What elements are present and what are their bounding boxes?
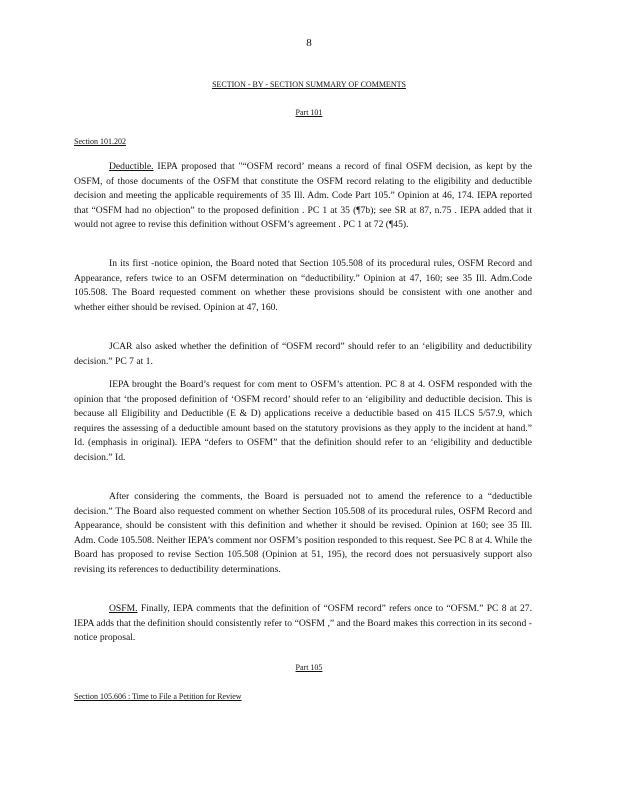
- part-105-text: Part 105: [295, 663, 323, 672]
- paragraph-jcar: JCAR also asked whether the definition of “OSFM record” should refer to an ‘eligibility and deductibility decision.” PC 7 at 1.: [74, 341, 532, 367]
- paragraph-first-notice: In its first -notice opinion, the Board noted that Section 105.508 of its procedural rules, OSFM Record and Appearance, refers twice to an OSFM determination on “deductibility.” Opinion at 47, 160; see 35 Ill. Adm.Code 105.508. The Board requested comment on whether these provisions should be consistent with one another and whether either should be revised. Opinion at 47, 160.: [74, 258, 532, 313]
- page-number: 8: [306, 37, 312, 49]
- osfm-term: OSFM.: [109, 603, 138, 614]
- section-101-202-heading: Section 101.202: [74, 137, 126, 146]
- paragraph-iepa-osfm: IEPA brought the Board’s request for com ment to OSFM’s attention. PC 8 at 4. OSFM responded with the opinion that ‘the proposed definition of ‘OSFM record’ should refer to an ‘eligibility and deductible decision. This is because all Eligibility and Deductible (E & D) applications receive a deductible based on 415 ILCS 5/57.9, which requires the assessing of a deductible amount based on the statutory provisions as they apply to the incident at hand.” Id. (emphasis in original). IEPA “defers to OSFM” that the definition should refer to an ‘eligibility and deductible decision.” Id.: [74, 379, 532, 463]
- page-title-text: SECTION - BY - SECTION SUMMARY OF COMMENTS: [212, 80, 406, 89]
- section-105-606-heading: Section 105.606 : Time to File a Petition for Review: [74, 692, 242, 701]
- paragraph-osfm: [74, 602, 532, 646]
- paragraph-deductible: [74, 160, 532, 233]
- part-101-heading: [0, 108, 618, 117]
- page-title: [0, 80, 618, 89]
- paragraph-board-decision: After considering the comments, the Board is persuaded not to amend the reference to a “deductible decision.” The Board also requested comment on whether Section 105.508 of its procedural rules, OSFM Record and Appearance, should be consistent with this definition and whether it should be revised. Opinion at 160; see 35 Ill. Adm. Code 105.508. Neither IEPA’s comment nor OSFM’s position responded to this request. See PC 8 at 4. While the Board has proposed to revise Section 105.508 (Opinion at 51, 195), the record does not persuasively support also revising its references to deductibility determinations.: [74, 491, 532, 575]
- paragraph-osfm-text: Finally, IEPA comments that the definition of “OSFM record” refers once to “OFSM.” PC 8 at 27. IEPA adds that the definition should consistently refer to “OSFM ,” and the Board makes this correction in its second -notice proposal.: [74, 603, 532, 644]
- paragraph-deductible-text: IEPA proposed that "“OSFM record’ means a record of final OSFM decision, as kept by the OSFM, of those documents of the OSFM that constitute the OSFM record relating to the eligibility and deductible decision and meeting the applicable requirements of 35 Ill. Adm. Code Part 105.” Opinion at 46, 174. IEPA reported that “OSFM had no objection” to the proposed definition . PC 1 at 35 (¶7b); see SR at 87, n.75 . IEPA added that it would not agree to revise this definition without OSFM’s agreement . PC 1 at 72 (¶45).: [74, 161, 533, 231]
- part-101-text: Part 101: [295, 108, 323, 117]
- deductible-term: Deductible.: [109, 161, 154, 172]
- part-105-heading: [0, 663, 618, 672]
